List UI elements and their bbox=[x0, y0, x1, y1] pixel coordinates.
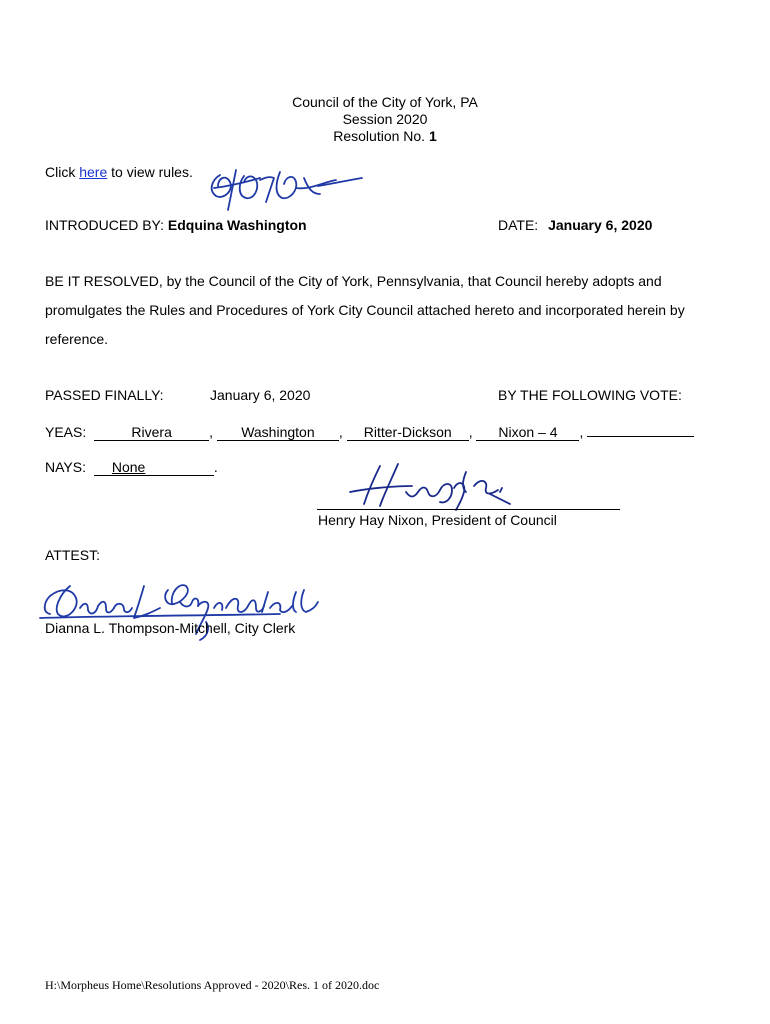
yea-vote-1: Rivera bbox=[94, 424, 209, 441]
header-resolution bbox=[0, 128, 770, 144]
rules-link-prefix: Click bbox=[45, 164, 76, 180]
footer-file-path: H:\Morpheus Home\Resolutions Approved - 2020\Res. 1 of 2020.doc bbox=[45, 978, 380, 992]
passed-finally-label: PASSED FINALLY: bbox=[45, 387, 164, 403]
clerk-signature bbox=[40, 578, 325, 648]
rules-link-line bbox=[45, 164, 193, 180]
yeas-label: YEAS: bbox=[45, 424, 87, 440]
president-title: Henry Hay Nixon, President of Council bbox=[318, 512, 557, 528]
nay-vote-1 bbox=[94, 459, 214, 476]
introduced-by-line bbox=[45, 217, 307, 233]
yeas-line: YEAS: Rivera , Washington , Ritter-Dickson , Nixon – 4 , bbox=[45, 424, 694, 441]
yea-vote-3: Ritter-Dickson bbox=[347, 424, 469, 441]
resolution-text: BE IT RESOLVED, by the Council of the City of York, Pennsylvania, that Council hereby adopts and promulgates the Rules and Procedures of York City Council attached hereto and incorporated herein by reference. bbox=[45, 273, 685, 347]
president-signature-line bbox=[317, 509, 620, 510]
introduced-by-label: INTRODUCED BY: bbox=[45, 217, 165, 233]
rules-link[interactable]: here bbox=[79, 164, 108, 180]
yea-vote-5 bbox=[587, 436, 694, 437]
date-label: DATE: bbox=[498, 217, 539, 233]
nays-label: NAYS: bbox=[45, 459, 86, 475]
passed-date: January 6, 2020 bbox=[210, 387, 311, 403]
resolution-number: 1 bbox=[428, 128, 437, 144]
introducer-signature bbox=[200, 160, 370, 220]
attest-label: ATTEST: bbox=[45, 547, 100, 563]
header-council bbox=[0, 94, 770, 110]
header-council-text: Council of the City of York, PA bbox=[292, 94, 478, 110]
header-session bbox=[0, 111, 770, 127]
yea-vote-2: Washington bbox=[217, 424, 339, 441]
clerk-title: Dianna L. Thompson-Mitchell, City Clerk bbox=[45, 620, 296, 636]
nays-line: NAYS: None . bbox=[45, 459, 218, 475]
rules-link-suffix: to view rules. bbox=[111, 164, 193, 180]
nay-vote-1-text: None bbox=[111, 459, 146, 475]
introduced-date-line bbox=[498, 217, 652, 233]
introduced-date: January 6, 2020 bbox=[548, 217, 653, 233]
header-resolution-label: Resolution No. bbox=[333, 128, 426, 144]
introducer-name: Edquina Washington bbox=[167, 217, 307, 233]
header-session-text: Session 2020 bbox=[342, 111, 428, 127]
yea-vote-4: Nixon – 4 bbox=[476, 424, 579, 441]
vote-label: BY THE FOLLOWING VOTE: bbox=[498, 387, 682, 403]
